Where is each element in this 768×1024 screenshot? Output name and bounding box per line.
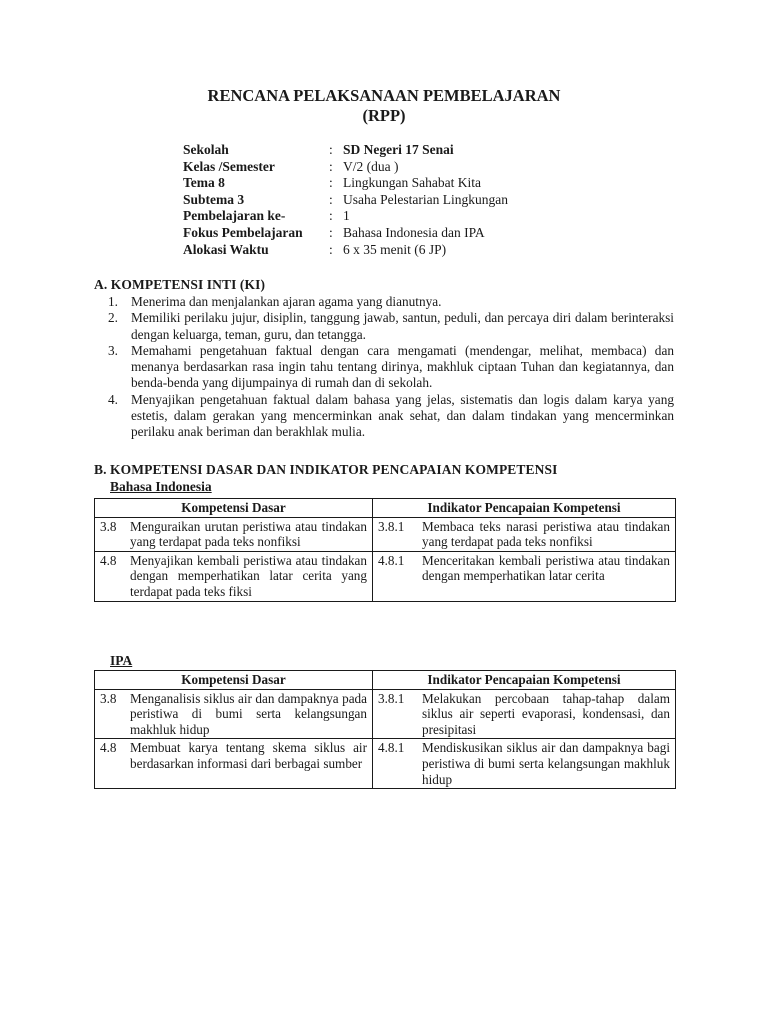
table-header-row [95, 499, 676, 518]
ipk-text: Menceritakan kembali peristiwa atau tindakan dengan memperhatikan latar cerita [422, 552, 670, 584]
document-subtitle: (RPP) [362, 106, 406, 125]
meta-label: Sekolah [183, 142, 229, 157]
ipk-code: 3.8.1 [378, 690, 405, 706]
meta-row-kelas: Kelas /Semester : V/2 (dua ) [183, 158, 399, 174]
meta-value: Usaha Pelestarian Lingkungan [343, 191, 508, 207]
meta-row-alokasi: Alokasi Waktu : 6 x 35 menit (6 JP) [183, 241, 447, 257]
kd-code: 3.8 [100, 518, 117, 534]
ipk-code: 4.8.1 [378, 552, 405, 568]
subject-ipa: IPA [110, 653, 133, 668]
meta-value: V/2 (dua ) [343, 158, 399, 174]
list-item [108, 343, 674, 392]
list-number: 4. [108, 391, 118, 407]
list-text: Menyajikan pengetahuan faktual dalam bahasa yang jelas, sistematis dan logis dalam karya yang estetis, dalam gerakan yang mencerminkan anak sehat, dan dalam tindakan yang mencerminkan perilaku anak beriman dan berakhlak mulia. [131, 391, 674, 440]
ipk-text: Mendiskusikan siklus air dan dampaknya bagi peristiwa di bumi serta kelangsungan makhluk hidup [422, 740, 670, 787]
document-title: RENCANA PELAKSANAAN PEMBELAJARAN [207, 86, 561, 105]
meta-row-sekolah: Sekolah : SD Negeri 17 Senai [183, 142, 454, 157]
ki-list [108, 294, 674, 441]
list-item [108, 294, 674, 310]
kd-code: 4.8 [100, 552, 117, 568]
table-row [95, 739, 676, 789]
list-item [108, 392, 674, 441]
section-a-heading: A. KOMPETENSI INTI (KI) [94, 277, 266, 292]
list-number: 1. [108, 294, 118, 309]
list-number: 3. [108, 342, 118, 358]
meta-row-fokus: Fokus Pembelajaran : Bahasa Indonesia dan IPA [183, 224, 485, 240]
meta-value: 6 x 35 menit (6 JP) [343, 241, 447, 257]
col-header-ipk: Indikator Pencapaian Kompetensi [373, 671, 676, 690]
kd-text: Membuat karya tentang skema siklus air berdasarkan informasi dari berbagai sumber [130, 740, 367, 771]
meta-row-subtema: Subtema 3 : Usaha Pelestarian Lingkungan [183, 191, 508, 207]
list-item [108, 310, 674, 343]
subject-bahasa-indonesia: Bahasa Indonesia [110, 479, 212, 494]
meta-label: Alokasi Waktu [183, 241, 269, 257]
meta-label: Tema 8 [183, 175, 225, 191]
meta-label: Subtema 3 [183, 191, 245, 207]
kd-code: 4.8 [100, 740, 117, 756]
ipk-code: 4.8.1 [378, 740, 405, 756]
ipk-text: Melakukan percobaan tahap-tahap dalam siklus air seperti evaporasi, kondensasi, dan presipitasi [422, 690, 670, 737]
meta-value: 1 [343, 208, 350, 224]
col-header-kd: Kompetensi Dasar [95, 671, 373, 690]
kd-text: Menganalisis siklus air dan dampaknya pada peristiwa di bumi serta kelangsungan makhluk hidup [130, 690, 367, 737]
meta-row-tema: Tema 8 : Lingkungan Sahabat Kita [183, 175, 481, 191]
meta-row-pembelajaran: Pembelajaran ke- : 1 [183, 208, 350, 224]
kd-table-bahasa [94, 498, 676, 602]
col-header-kd: Kompetensi Dasar [95, 499, 373, 518]
col-header-ipk: Indikator Pencapaian Kompetensi [373, 499, 676, 518]
kd-table-ipa [94, 670, 676, 789]
section-b-heading: B. KOMPETENSI DASAR DAN INDIKATOR PENCAPAIAN KOMPETENSI [94, 462, 558, 477]
list-text: Memiliki perilaku jujur, disiplin, tanggung jawab, santun, peduli, dan percaya diri dalam berinteraksi dengan keluarga, teman, guru, dan tetangga. [131, 310, 674, 342]
kd-text: Menyajikan kembali peristiwa atau tindakan dengan memperhatikan latar cerita yang terdapat pada teks fiksi [130, 552, 367, 599]
meta-value: Bahasa Indonesia dan IPA [343, 224, 485, 240]
kd-text: Menguraikan urutan peristiwa atau tindakan yang terdapat pada teks nonfiksi [130, 518, 367, 550]
list-text: Menerima dan menjalankan ajaran agama yang dianutnya. [131, 294, 442, 309]
list-number: 2. [108, 310, 118, 326]
list-text: Memahami pengetahuan faktual dengan cara mengamati (mendengar, melihat, membaca) dan menanya berdasarkan rasa ingin tahu tentang dirinya, makhluk ciptaan Tuhan dan kegiatannya, dan benda-benda yang dijumpainya di rumah dan di sekolah. [131, 342, 674, 391]
ipk-code: 3.8.1 [378, 518, 405, 534]
ipk-text: Membaca teks narasi peristiwa atau tindakan yang terdapat pada teks nonfiksi [422, 518, 670, 550]
meta-label: Pembelajaran ke- [183, 208, 286, 224]
table-header-row [95, 671, 676, 690]
meta-label: Fokus Pembelajaran [183, 224, 303, 240]
table-row [95, 517, 676, 551]
meta-value: SD Negeri 17 Senai [343, 142, 454, 157]
meta-value: Lingkungan Sahabat Kita [343, 175, 481, 191]
table-row [95, 551, 676, 601]
identity-block [183, 142, 508, 258]
kd-code: 3.8 [100, 690, 117, 706]
table-row [95, 689, 676, 739]
meta-label: Kelas /Semester [183, 158, 275, 174]
